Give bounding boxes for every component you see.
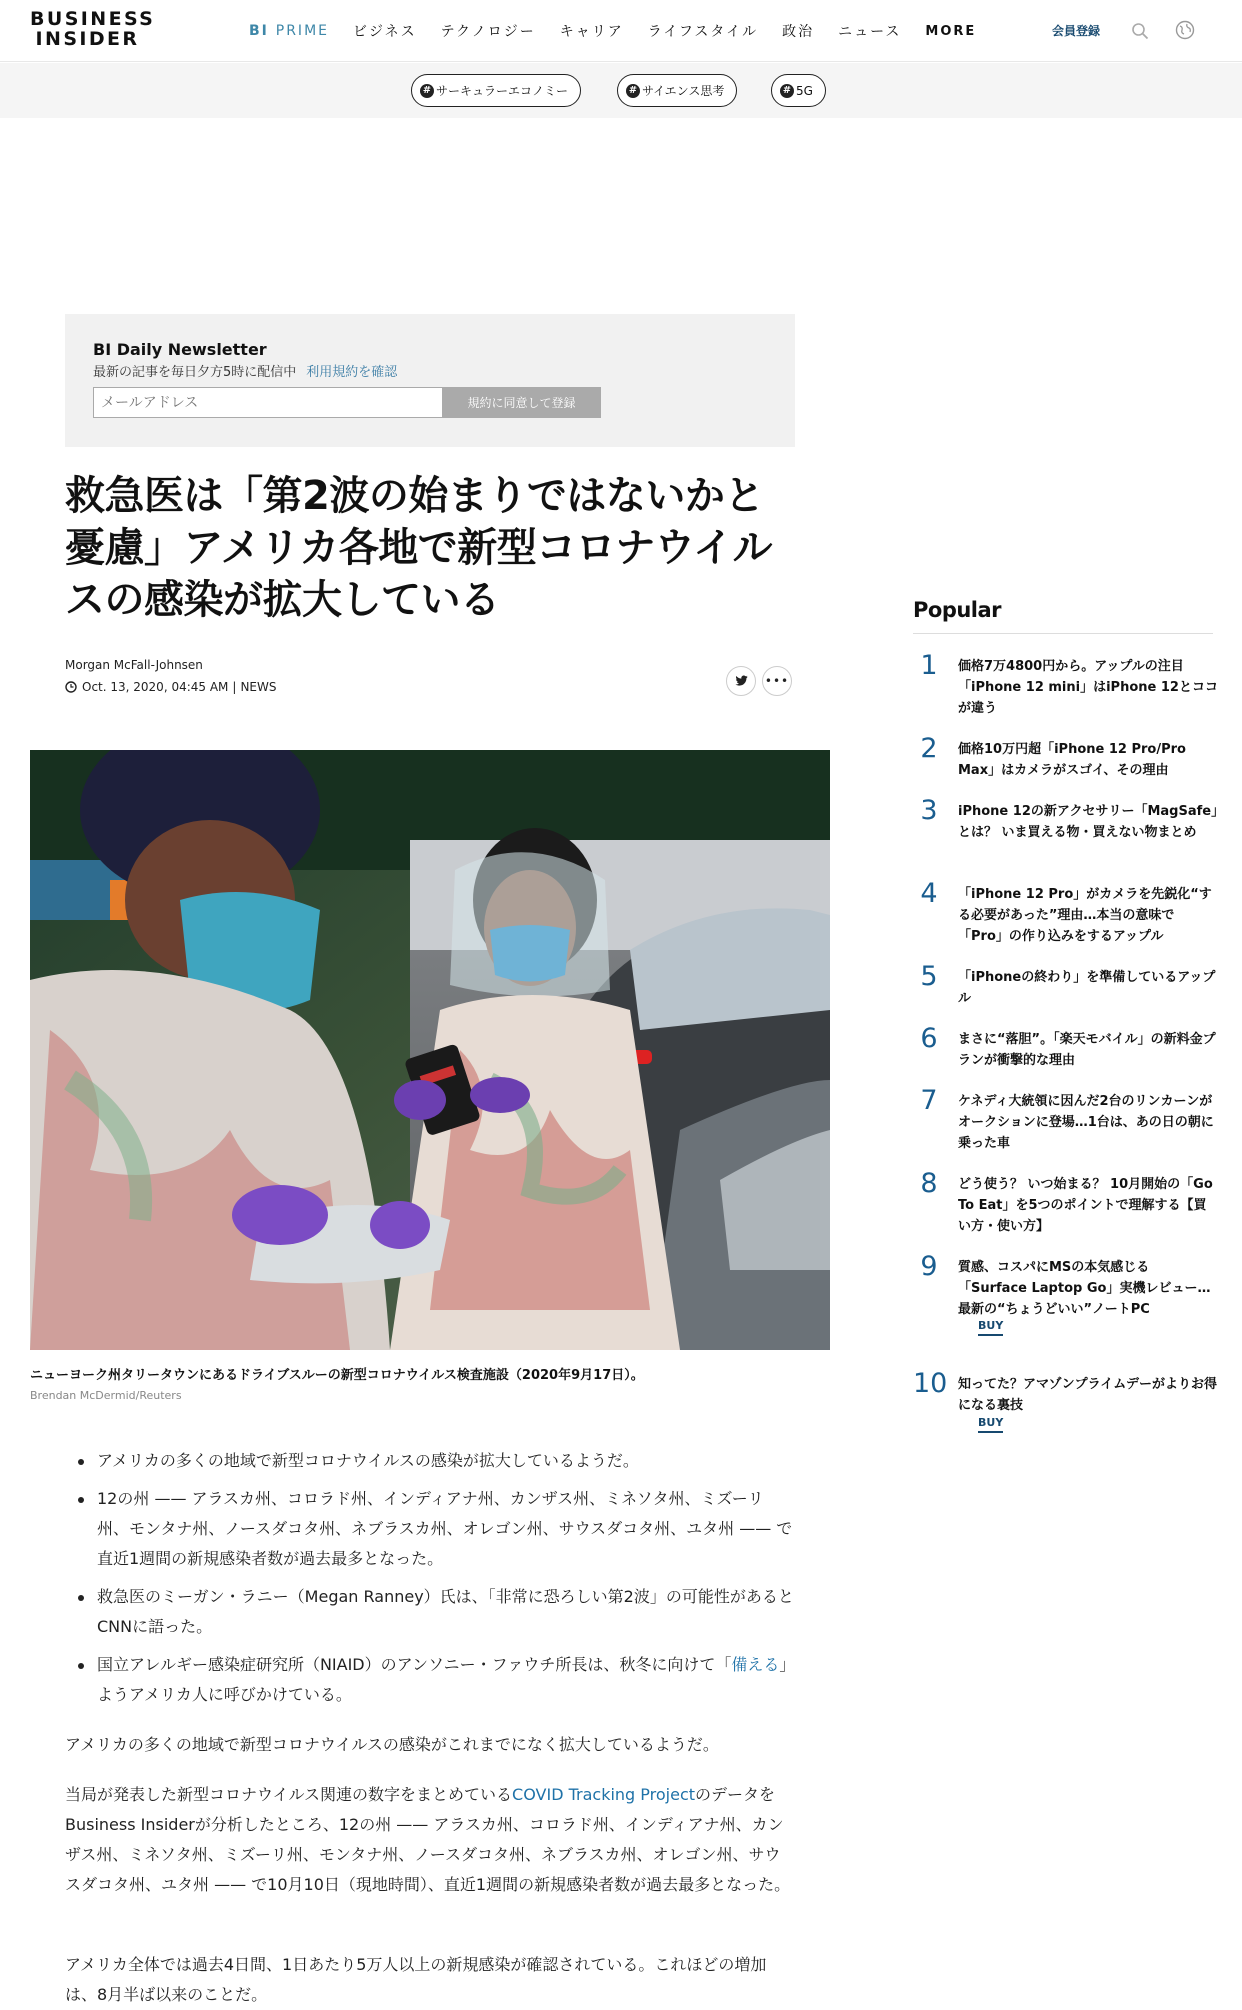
popular-rank: 3 [920, 795, 938, 826]
covid-tracking-link[interactable]: COVID Tracking Project [512, 1785, 696, 1804]
summary-bullet [65, 1650, 795, 1710]
popular-rank: 1 [920, 650, 938, 681]
clock-icon [65, 681, 77, 693]
date-separator: | [232, 680, 237, 694]
article-photo [30, 750, 830, 1350]
article-dateline [65, 680, 277, 694]
popular-divider [913, 633, 1213, 634]
buy-badge[interactable]: BUY [978, 1416, 1003, 1433]
bullet-text-pre: 国立アレルギー感染症研究所（NIAID）のアンソニー・ファウチ所長は、秋冬に向けて「 [97, 1655, 732, 1674]
hash-icon: # [626, 84, 640, 98]
article-date: Oct. 13, 2020, 04:45 AM [82, 680, 229, 694]
nav-item-bi-prime[interactable] [249, 23, 329, 39]
register-link[interactable]: 会員登録 [1052, 24, 1101, 38]
main-nav [249, 0, 1000, 62]
hash-icon: # [420, 84, 434, 98]
article-paragraph [65, 1780, 795, 1900]
summary-bullet: 救急医のミーガン・ラニー（Megan Ranney）氏は、「非常に恐ろしい第2波」の可能性があるとCNNに語った。 [65, 1582, 795, 1642]
newsletter-subtitle [93, 361, 397, 380]
newsletter-box [65, 314, 795, 447]
nav-item-technology[interactable]: テクノロジー [440, 24, 536, 40]
article-headline: 救急医は「第2波の始まりではないかと憂慮」アメリカ各地で新型コロナウイルスの感染が拡大している [65, 473, 772, 623]
article-paragraph: アメリカの多くの地域で新型コロナウイルスの感染がこれまでになく拡大しているようだ。 [65, 1735, 719, 1754]
site-logo[interactable] [30, 8, 156, 50]
popular-headline: 価格10万円超「iPhone 12 Pro/Pro Max」はカメラがスゴイ、その理由 [958, 742, 1186, 778]
popular-headline: 質感、コスパにMSの本気感じる「Surface Laptop Go」実機レビュー…最新の“ちょうどいい”ノートPC [958, 1260, 1211, 1317]
newsletter-title: BI Daily Newsletter [93, 340, 267, 359]
author-name[interactable]: Morgan McFall-Johnsen [65, 658, 203, 672]
popular-headline: ケネディ大統領に因んだ2台のリンカーンがオークションに登場…1台は、あの日の朝に乗った車 [958, 1094, 1214, 1151]
nav-item-lifestyle[interactable]: ライフスタイル [647, 24, 759, 40]
popular-headline: iPhone 12の新アクセサリー「MagSafe」とは？ いま買える物・買えない物まとめ [958, 804, 1218, 840]
nav-prime-a: BI [249, 23, 269, 39]
buy-badge[interactable]: BUY [978, 1319, 1003, 1336]
popular-rank: 5 [920, 961, 938, 992]
popular-rank: 9 [920, 1251, 938, 1282]
nav-item-business[interactable]: ビジネス [353, 24, 417, 40]
popular-rank: 7 [920, 1085, 938, 1116]
email-field[interactable] [93, 387, 443, 418]
search-icon[interactable] [1131, 22, 1149, 40]
popular-rank: 2 [920, 733, 938, 764]
hash-icon: # [780, 84, 794, 98]
popular-rank: 8 [920, 1168, 938, 1199]
bullet-text-post: 」ようアメリカ人に呼びかけている。 [97, 1655, 788, 1704]
subscribe-button[interactable]: 規約に同意して登録 [442, 387, 601, 418]
twitter-icon [735, 675, 748, 687]
tag-science-thinking[interactable] [617, 74, 737, 107]
popular-headline: 「iPhoneの終わり」を準備しているアップル [958, 970, 1216, 1006]
summary-bullet: アメリカの多くの地域で新型コロナウイルスの感染が拡大しているようだ。 [65, 1446, 795, 1476]
globe-icon[interactable] [1175, 20, 1195, 40]
tag-circular-economy[interactable] [411, 74, 581, 107]
logo-line2: INSIDER [35, 28, 140, 50]
ellipsis-icon: ••• [764, 674, 790, 688]
photo-caption: ニューヨーク州タリータウンにあるドライブスルーの新型コロナウイルス検査施設（2020年9月17日）。 [30, 1368, 644, 1383]
tag-bar [0, 63, 1242, 118]
article-paragraph: アメリカ全体では過去4日間、1日あたり5万人以上の新規感染が確認されている。これほどの増加は、8月半ば以来のことだ。 [65, 1955, 767, 2004]
article-category[interactable]: NEWS [240, 680, 277, 694]
popular-rank: 4 [920, 878, 938, 909]
popular-headline: 価格7万4800円から。アップルの注目「iPhone 12 mini」はiPhone 12とココが違う [958, 659, 1218, 716]
popular-rank: 6 [920, 1023, 938, 1054]
nav-item-more[interactable]: MORE [925, 23, 977, 39]
summary-bullets [65, 1446, 795, 1718]
popular-title: Popular [913, 598, 1002, 622]
more-share-button[interactable] [762, 666, 792, 696]
tag-label: 5G [796, 83, 813, 98]
tag-label: サーキュラーエコノミー [436, 84, 569, 98]
tag-label: サイエンス思考 [642, 84, 725, 98]
summary-bullet: 12の州 —— アラスカ州、コロラド州、インディアナ州、カンザス州、ミネソタ州、ミズーリ州、モンタナ州、ノースダコタ州、ネブラスカ州、オレゴン州、サウスダコタ州、ユタ州 —— で直近1週間の新規感染者数が過去最多となった。 [65, 1484, 795, 1574]
prepare-link[interactable]: 備える [731, 1655, 780, 1674]
logo-line1: BUSINESS [30, 8, 156, 30]
paragraph-text-pre: 当局が発表した新型コロナウイルス関連の数字をまとめている [65, 1785, 513, 1804]
twitter-share-button[interactable] [726, 666, 756, 696]
nav-item-career[interactable]: キャリア [559, 24, 624, 40]
newsletter-subtitle-text: 最新の記事を毎日夕方5時に配信中 [93, 365, 297, 380]
nav-item-politics[interactable]: 政治 [782, 24, 815, 40]
popular-rank: 10 [913, 1368, 948, 1399]
photo-credit: Brendan McDermid/Reuters [30, 1389, 182, 1402]
popular-headline: まさに“落胆”。「楽天モバイル」の新料金プランが衝撃的な理由 [958, 1032, 1216, 1068]
nav-prime-b: PRIME [275, 23, 329, 39]
site-header [0, 0, 1242, 62]
paragraph-text-post: のデータをBusiness Insiderが分析したところ、12の州 —— アラスカ州、コロラド州、インディアナ州、カンザス州、ミネソタ州、ミズーリ州、モンタナ州、ノースダコタ州、ネブラスカ州、オレゴン州、サウスダコタ州、ユタ州 —— で10月10日（現地時間）、直近1週間の新規感染者数が過去最多となった。 [65, 1785, 791, 1894]
popular-headline: 「iPhone 12 Pro」がカメラを先鋭化“する必要があった”理由…本当の意味で「Pro」の作り込みをするアップル [958, 887, 1212, 944]
popular-headline: 知ってた？アマゾンプライムデーがよりお得になる裏技 [958, 1377, 1217, 1413]
popular-headline: どう使う？ いつ始まる？ 10月開始の「Go To Eat」を5つのポイントで理解する【買い方・使い方】 [958, 1177, 1213, 1234]
terms-link[interactable]: 利用規約を確認 [306, 365, 398, 380]
covid-testing-photo [30, 750, 830, 1350]
nav-item-news[interactable]: ニュース [838, 24, 902, 40]
tag-5g[interactable] [771, 74, 826, 107]
